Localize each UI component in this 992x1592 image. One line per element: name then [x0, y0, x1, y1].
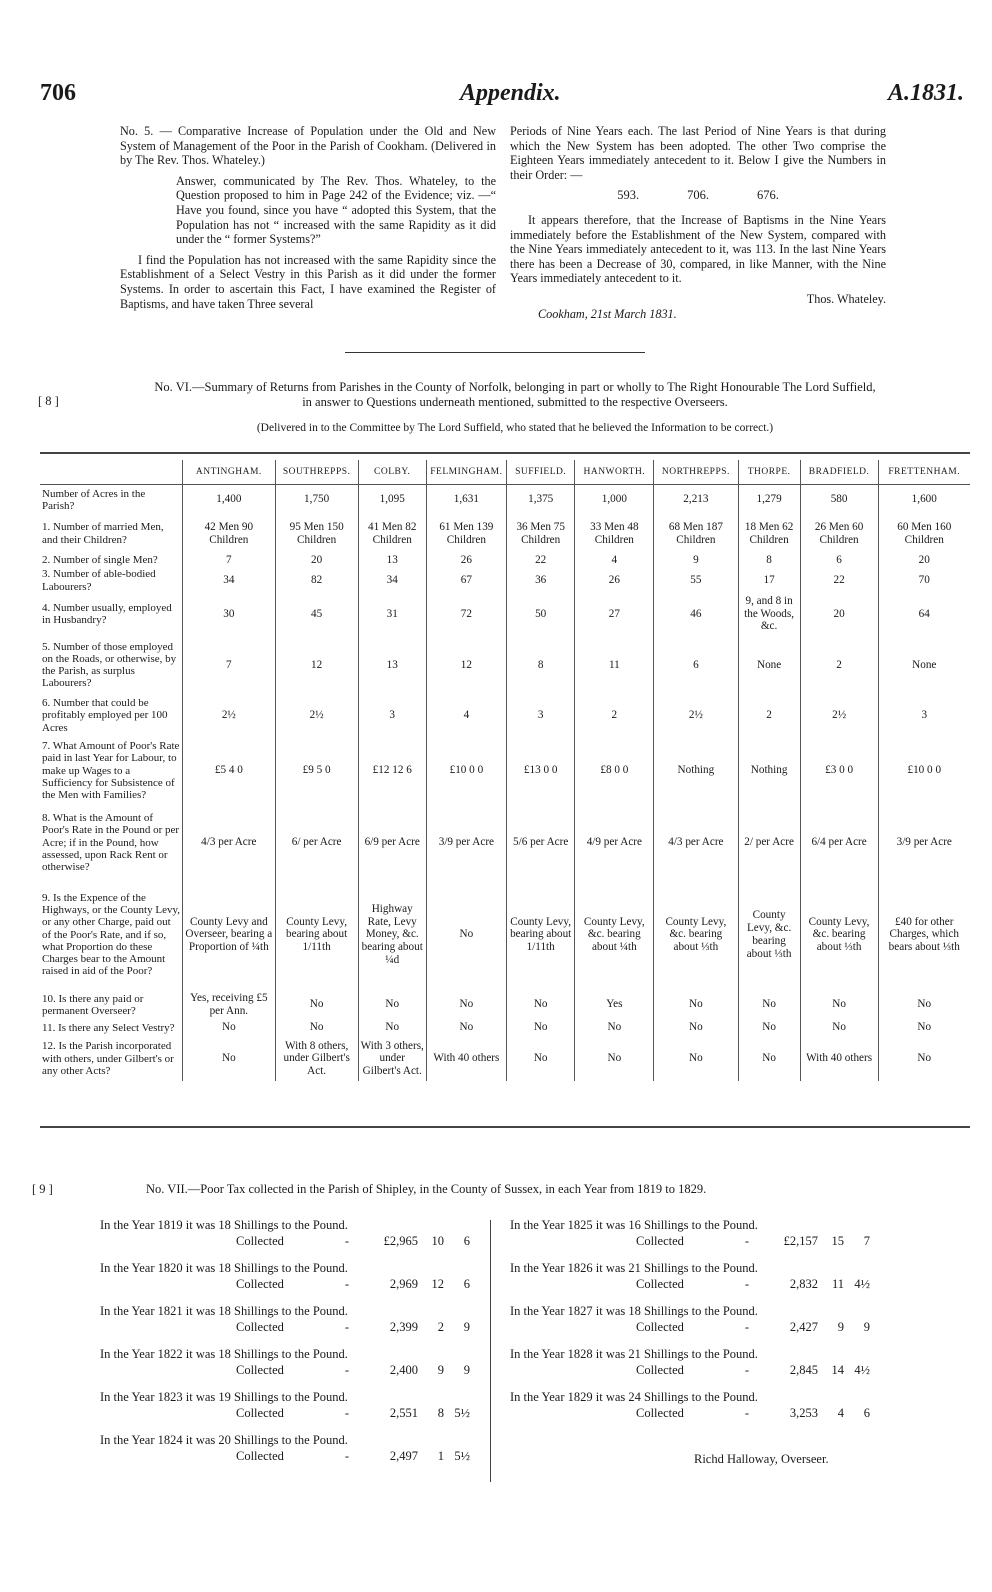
question-cell: 12. Is the Parish incorporated with others, under Gilbert's or any other Acts?: [42, 1040, 174, 1077]
table-row: [40, 696, 970, 735]
amount-pounds: 2,845: [789, 1362, 818, 1377]
table-row: [40, 567, 970, 593]
column-header: BRADFIELD.: [800, 460, 878, 485]
amount-shillings: 2: [437, 1319, 444, 1334]
answer-cell: 2½: [654, 696, 738, 735]
answer-cell: No: [575, 1019, 654, 1037]
amount-pence: 6: [863, 1405, 870, 1420]
year-line: In the Year 1826 it was 21 Shillings to the Pound.: [510, 1261, 758, 1275]
answer-cell: 41 Men 82 Children: [358, 515, 426, 553]
answer-cell: 2: [800, 634, 878, 696]
page-number: 706: [40, 80, 76, 106]
column-header: THORPE.: [738, 460, 800, 485]
baptism-numbers: [510, 188, 886, 203]
answer-cell: 42 Men 90 Children: [183, 515, 276, 553]
page-year: A.1831.: [888, 80, 965, 106]
column-header: FRETTENHAM.: [878, 460, 970, 485]
answer-cell: 1,000: [575, 485, 654, 515]
dash-mark: -: [344, 1233, 350, 1248]
answer-cell: £10 0 0: [426, 735, 506, 807]
year-line: In the Year 1823 it was 19 Shillings to the Pound.: [100, 1390, 348, 1404]
collected-label: Collected: [636, 1233, 684, 1248]
poor-tax-entry: [100, 1218, 470, 1249]
collected-line: [100, 1234, 470, 1250]
answer-cell: Nothing: [654, 735, 738, 807]
no5-para2: Periods of Nine Years each. The last Period of Nine Years is that during which the New System has been adopted. The other Two comprise the Eighteen Years immediately antecedent to it. Below I give the Numbers in their Order: —: [510, 124, 886, 182]
table-row: [40, 991, 970, 1019]
baptism-number: 676.: [756, 188, 779, 203]
answer-cell: Highway Rate, Levy Money, &c. bearing about ¼d: [358, 879, 426, 991]
answer-cell: No: [878, 1037, 970, 1081]
table-row: [40, 553, 970, 568]
no5-date: Cookham, 21st March 1831.: [538, 306, 677, 321]
table-corner: [40, 460, 183, 485]
dash-mark: -: [744, 1405, 750, 1420]
answer-cell: County Levy, &c. bearing about ⅓th: [800, 879, 878, 991]
answer-cell: 2½: [800, 696, 878, 735]
answer-cell: 72: [426, 594, 506, 634]
answer-cell: 3: [506, 696, 575, 735]
question-cell: 9. Is the Expence of the Highways, or the County Levy, or any other Charge, paid out of the Poor's Rate, and if so, what Proportion do these Charges bear to the Amount raised in aid of the Poor?: [42, 891, 180, 978]
answer-cell: 4/9 per Acre: [575, 807, 654, 879]
collected-line: [100, 1406, 470, 1422]
collected-label: Collected: [236, 1448, 284, 1463]
answer-cell: 2: [738, 696, 800, 735]
section-divider: [345, 352, 645, 353]
no5-left-column: [120, 124, 496, 317]
year-line: In the Year 1822 it was 18 Shillings to the Pound.: [100, 1347, 348, 1361]
answer-cell: 1,095: [358, 485, 426, 515]
answer-cell: 1,375: [506, 485, 575, 515]
answer-cell: County Levy, &c. bearing about ⅓th: [738, 879, 800, 991]
no7-signature: Richd Halloway, Overseer.: [694, 1452, 829, 1466]
collected-line: [510, 1277, 870, 1293]
amount-shillings: 10: [431, 1233, 444, 1248]
answer-cell: 2,213: [654, 485, 738, 515]
no5-para1: I find the Population has not increased with the same Rapidity since the Establishment of a Select Vestry in this Parish as it did under the former Systems. In order to ascertain this Fact, I have examined the Register of Baptisms, and have taken Three several: [120, 252, 496, 311]
answer-cell: Nothing: [738, 735, 800, 807]
dash-mark: -: [344, 1276, 350, 1291]
amount-pounds: 3,253: [789, 1405, 818, 1420]
answer-cell: 6/ per Acre: [275, 807, 358, 879]
answer-cell: 3: [358, 696, 426, 735]
poor-tax-left-column: [100, 1218, 470, 1476]
answer-cell: 3/9 per Acre: [426, 807, 506, 879]
answer-cell: 1,631: [426, 485, 506, 515]
answer-cell: 6: [654, 634, 738, 696]
question-cell: 1. Number of married Men, and their Children?: [42, 521, 164, 546]
amount-pounds: 2,400: [389, 1362, 418, 1377]
year-line: In the Year 1829 it was 24 Shillings to the Pound.: [510, 1390, 758, 1404]
answer-cell: 2½: [275, 696, 358, 735]
poor-tax-entry: [510, 1390, 870, 1421]
answer-cell: No: [654, 991, 738, 1019]
answer-cell: 70: [878, 567, 970, 593]
question-cell: 6. Number that could be profitably employed per 100 Acres: [42, 697, 168, 734]
answer-cell: 26: [575, 567, 654, 593]
answer-cell: 3: [878, 696, 970, 735]
amount-pence: 6: [463, 1233, 470, 1248]
amount-pounds: 2,969: [389, 1276, 418, 1291]
column-header: SUFFIELD.: [506, 460, 575, 485]
answer-cell: None: [878, 634, 970, 696]
answer-cell: No: [358, 991, 426, 1019]
collected-label: Collected: [236, 1362, 284, 1377]
answer-cell: No: [878, 991, 970, 1019]
column-header: ANTINGHAM.: [183, 460, 276, 485]
answer-cell: 20: [275, 553, 358, 568]
answer-cell: 33 Men 48 Children: [575, 515, 654, 553]
column-header: NORTHREPPS.: [654, 460, 738, 485]
no6-title-line1: No. VI.—Summary of Returns from Parishes in the County of Norfolk, belonging in part or wholly to The Right Honourable The Lord Suffield,: [154, 380, 876, 394]
table-row: [40, 1019, 970, 1037]
answer-cell: 31: [358, 594, 426, 634]
answer-cell: 5/6 per Acre: [506, 807, 575, 879]
answer-cell: 20: [800, 594, 878, 634]
amount-pence: 5½: [454, 1448, 470, 1463]
year-line: In the Year 1821 it was 18 Shillings to the Pound.: [100, 1304, 348, 1318]
answer-cell: No: [738, 1037, 800, 1081]
table-row: [40, 1037, 970, 1081]
dash-mark: -: [744, 1362, 750, 1377]
table-header-row: [40, 460, 970, 485]
poor-tax-entry: [100, 1390, 470, 1421]
answer-cell: No: [358, 1019, 426, 1037]
answer-cell: 11: [575, 634, 654, 696]
year-line: In the Year 1828 it was 21 Shillings to the Pound.: [510, 1347, 758, 1361]
question-cell: 7. What Amount of Poor's Rate paid in last Year for Labour, to make up Wages to a Sufficiency for Subsistence of the Men with Families?: [42, 740, 180, 801]
table-row: [40, 735, 970, 807]
answer-cell: 26 Men 60 Children: [800, 515, 878, 553]
answer-cell: 50: [506, 594, 575, 634]
answer-cell: 8: [506, 634, 575, 696]
column-divider: [490, 1220, 491, 1482]
collected-line: [510, 1406, 870, 1422]
answer-cell: £12 12 6: [358, 735, 426, 807]
amount-pounds: 2,427: [789, 1319, 818, 1334]
answer-cell: 26: [426, 553, 506, 568]
question-cell: 5. Number of those employed on the Roads, or otherwise, by the Parish, as surplus Labourers?: [42, 640, 177, 690]
answer-cell: No: [878, 1019, 970, 1037]
answer-cell: No: [575, 1037, 654, 1081]
answer-cell: No: [506, 1037, 575, 1081]
answer-cell: £5 4 0: [183, 735, 276, 807]
answer-cell: 1,750: [275, 485, 358, 515]
answer-cell: 67: [426, 567, 506, 593]
answer-cell: £10 0 0: [878, 735, 970, 807]
answer-cell: £9 5 0: [275, 735, 358, 807]
answer-cell: No: [426, 879, 506, 991]
answer-cell: £8 0 0: [575, 735, 654, 807]
no6-note: (Delivered in to the Committee by The Lord Suffield, who stated that he believed the Information to be correct.): [256, 422, 774, 434]
answer-cell: 12: [275, 634, 358, 696]
no5-right-column: [510, 124, 886, 321]
answer-cell: 1,279: [738, 485, 800, 515]
question-cell: 4. Number usually, employed in Husbandry?: [42, 601, 172, 626]
answer-cell: 2½: [183, 696, 276, 735]
dash-mark: -: [744, 1319, 750, 1334]
answer-cell: 4/3 per Acre: [183, 807, 276, 879]
answer-cell: 22: [506, 553, 575, 568]
answer-cell: 7: [183, 553, 276, 568]
poor-tax-entry: [100, 1304, 470, 1335]
answer-cell: 36: [506, 567, 575, 593]
column-header: FELMINGHAM.: [426, 460, 506, 485]
no7-marker: [ 9 ]: [32, 1182, 53, 1196]
poor-tax-right-column: [510, 1218, 870, 1433]
amount-pounds: £2,965: [383, 1233, 418, 1248]
poor-tax-entry: [100, 1347, 470, 1378]
answer-cell: No: [654, 1019, 738, 1037]
question-cell: 3. Number of able-bodied Labourers?: [42, 568, 156, 593]
answer-cell: 64: [878, 594, 970, 634]
question-cell: 11. Is there any Select Vestry?: [42, 1021, 175, 1034]
amount-pence: 4½: [854, 1276, 870, 1291]
poor-tax-entry: [510, 1261, 870, 1292]
answer-cell: 45: [275, 594, 358, 634]
no6-marker: [ 8 ]: [38, 394, 59, 408]
collected-label: Collected: [636, 1276, 684, 1291]
answer-cell: County Levy, bearing about 1/11th: [275, 879, 358, 991]
answer-cell: 13: [358, 553, 426, 568]
collected-line: [510, 1363, 870, 1379]
answer-cell: County Levy, &c. bearing about ¼th: [575, 879, 654, 991]
answer-cell: 6: [800, 553, 878, 568]
amount-shillings: 9: [437, 1362, 444, 1377]
dash-mark: -: [744, 1233, 750, 1248]
answer-cell: 68 Men 187 Children: [654, 515, 738, 553]
dash-mark: -: [344, 1362, 350, 1377]
collected-line: [100, 1320, 470, 1336]
collected-line: [510, 1234, 870, 1250]
collected-line: [100, 1277, 470, 1293]
answer-cell: £40 for other Charges, which bears about ⅓th: [878, 879, 970, 991]
answer-cell: 95 Men 150 Children: [275, 515, 358, 553]
answer-cell: No: [426, 991, 506, 1019]
answer-cell: 30: [183, 594, 276, 634]
amount-shillings: 15: [831, 1233, 844, 1248]
question-cell: 2. Number of single Men?: [42, 553, 158, 566]
answer-cell: 27: [575, 594, 654, 634]
table-row: [40, 807, 970, 879]
no5-para3: It appears therefore, that the Increase of Baptisms in the Nine Years immediately before the Establishment of the New System, compared with the Nine Years immediately antecedent to it, was 113. In the last Nine Years there has been a Decrease of 30, compared, in like Manner, with the Nine Years immediately antecedent to it.: [510, 212, 886, 286]
answer-cell: 20: [878, 553, 970, 568]
answer-cell: No: [426, 1019, 506, 1037]
amount-pounds: 2,832: [789, 1276, 818, 1291]
answer-cell: 6/9 per Acre: [358, 807, 426, 879]
answer-cell: 2/ per Acre: [738, 807, 800, 879]
amount-pence: 6: [463, 1276, 470, 1291]
question-cell: 8. What is the Amount of Poor's Rate in the Pound or per Acre; if in the Pound, how assessed, upon Rack Rent or otherwise?: [42, 812, 180, 873]
answer-cell: With 40 others: [800, 1037, 878, 1081]
answer-cell: 6/4 per Acre: [800, 807, 878, 879]
collected-label: Collected: [636, 1319, 684, 1334]
no6-title: [60, 380, 970, 410]
amount-pounds: 2,551: [389, 1405, 418, 1420]
amount-pence: 4½: [854, 1362, 870, 1377]
amount-shillings: 14: [831, 1362, 844, 1377]
collected-label: Collected: [236, 1319, 284, 1334]
answer-cell: No: [654, 1037, 738, 1081]
collected-label: Collected: [236, 1233, 284, 1248]
amount-shillings: 9: [837, 1319, 844, 1334]
answer-cell: 1,400: [183, 485, 276, 515]
returns-table: [40, 460, 970, 1081]
answer-cell: 36 Men 75 Children: [506, 515, 575, 553]
answer-cell: 82: [275, 567, 358, 593]
collected-line: [100, 1449, 470, 1465]
amount-shillings: 11: [831, 1276, 844, 1291]
answer-cell: No: [738, 991, 800, 1019]
poor-tax-entry: [100, 1433, 470, 1464]
year-line: In the Year 1819 it was 18 Shillings to the Pound.: [100, 1218, 348, 1232]
answer-cell: 18 Men 62 Children: [738, 515, 800, 553]
year-line: In the Year 1827 it was 18 Shillings to the Pound.: [510, 1304, 758, 1318]
dash-mark: -: [344, 1405, 350, 1420]
answer-cell: No: [275, 1019, 358, 1037]
year-line: In the Year 1820 it was 18 Shillings to the Pound.: [100, 1261, 348, 1275]
answer-cell: No: [506, 991, 575, 1019]
answer-cell: With 40 others: [426, 1037, 506, 1081]
collected-label: Collected: [636, 1405, 684, 1420]
amount-pounds: 2,399: [389, 1319, 418, 1334]
collected-label: Collected: [236, 1405, 284, 1420]
collected-line: [100, 1363, 470, 1379]
table-row: [40, 594, 970, 634]
answer-cell: County Levy, bearing about 1/11th: [506, 879, 575, 991]
no6-title-line2: in answer to Questions underneath mentioned, submitted to the respective Overseers.: [302, 395, 728, 409]
answer-cell: With 8 others, under Gilbert's Act.: [275, 1037, 358, 1081]
answer-cell: 34: [183, 567, 276, 593]
amount-shillings: 12: [431, 1276, 444, 1291]
answer-cell: £13 0 0: [506, 735, 575, 807]
answer-cell: 13: [358, 634, 426, 696]
answer-cell: 46: [654, 594, 738, 634]
table-row: [40, 515, 970, 553]
no5-answer: Answer, communicated by The Rev. Thos. Whateley, to the Question proposed to him in Page 242 of the Evidence; viz. —“ Have you found, since you have “ adopted this System, that the Population has not “ increased with the same Rapidity as it did under the “ former Systems?”: [176, 173, 496, 247]
table-row: [40, 485, 970, 515]
answer-cell: 34: [358, 567, 426, 593]
column-header: SOUTHREPPS.: [275, 460, 358, 485]
amount-shillings: 1: [437, 1448, 444, 1463]
no7-title: No. VII.—Poor Tax collected in the Parish of Shipley, in the County of Sussex, in each Year from 1819 to 1829.: [146, 1182, 707, 1196]
dash-mark: -: [744, 1276, 750, 1291]
answer-cell: No: [183, 1037, 276, 1081]
answer-cell: No: [506, 1019, 575, 1037]
answer-cell: 22: [800, 567, 878, 593]
answer-cell: 55: [654, 567, 738, 593]
poor-tax-entry: [510, 1304, 870, 1335]
answer-cell: 60 Men 160 Children: [878, 515, 970, 553]
page-title: Appendix.: [460, 80, 561, 106]
answer-cell: 4: [426, 696, 506, 735]
baptism-number: 593.: [617, 188, 640, 203]
dash-mark: -: [344, 1448, 350, 1463]
collected-label: Collected: [236, 1276, 284, 1291]
answer-cell: No: [183, 1019, 276, 1037]
no5-signature: Thos. Whateley.: [806, 291, 886, 306]
answer-cell: 2: [575, 696, 654, 735]
answer-cell: 8: [738, 553, 800, 568]
amount-pounds: 2,497: [389, 1448, 418, 1463]
answer-cell: £3 0 0: [800, 735, 878, 807]
amount-pence: 9: [463, 1362, 470, 1377]
table-row: [40, 634, 970, 696]
poor-tax-entry: [100, 1261, 470, 1292]
answer-cell: 4: [575, 553, 654, 568]
poor-tax-entry: [510, 1347, 870, 1378]
amount-shillings: 4: [837, 1405, 844, 1420]
collected-label: Collected: [636, 1362, 684, 1377]
answer-cell: County Levy, &c. bearing about ⅓th: [654, 879, 738, 991]
table-row: [40, 879, 970, 991]
answer-cell: 1,600: [878, 485, 970, 515]
question-cell: Number of Acres in the Parish?: [42, 487, 146, 512]
amount-pence: 7: [863, 1233, 870, 1248]
question-cell: 10. Is there any paid or permanent Overseer?: [42, 992, 144, 1017]
amount-pence: 9: [463, 1319, 470, 1334]
dash-mark: -: [344, 1319, 350, 1334]
answer-cell: County Levy and Overseer, bearing a Proportion of ¼th: [183, 879, 276, 991]
answer-cell: 580: [800, 485, 878, 515]
answer-cell: Yes, receiving £5 per Ann.: [183, 991, 276, 1019]
answer-cell: No: [738, 1019, 800, 1037]
baptism-number: 706.: [687, 188, 709, 203]
amount-shillings: 8: [437, 1405, 444, 1420]
answer-cell: No: [275, 991, 358, 1019]
answer-cell: 3/9 per Acre: [878, 807, 970, 879]
answer-cell: 4/3 per Acre: [654, 807, 738, 879]
answer-cell: None: [738, 634, 800, 696]
column-header: COLBY.: [358, 460, 426, 485]
answer-cell: 12: [426, 634, 506, 696]
collected-line: [510, 1320, 870, 1336]
answer-cell: 17: [738, 567, 800, 593]
answer-cell: 61 Men 139 Children: [426, 515, 506, 553]
answer-cell: 7: [183, 634, 276, 696]
answer-cell: With 3 others, under Gilbert's Act.: [358, 1037, 426, 1081]
amount-pence: 9: [863, 1319, 870, 1334]
answer-cell: Yes: [575, 991, 654, 1019]
amount-pounds: £2,157: [783, 1233, 818, 1248]
answer-cell: 9: [654, 553, 738, 568]
year-line: In the Year 1825 it was 16 Shillings to the Pound.: [510, 1218, 758, 1232]
amount-pence: 5½: [454, 1405, 470, 1420]
year-line: In the Year 1824 it was 20 Shillings to the Pound.: [100, 1433, 348, 1447]
answer-cell: No: [800, 991, 878, 1019]
poor-tax-entry: [510, 1218, 870, 1249]
no5-title: No. 5. — Comparative Increase of Population under the Old and New System of Management of the Poor in the Parish of Cookham. (Delivered in by The Rev. Thos. Whateley.): [120, 124, 496, 168]
column-header: HANWORTH.: [575, 460, 654, 485]
answer-cell: No: [800, 1019, 878, 1037]
answer-cell: 9, and 8 in the Woods, &c.: [738, 594, 800, 634]
